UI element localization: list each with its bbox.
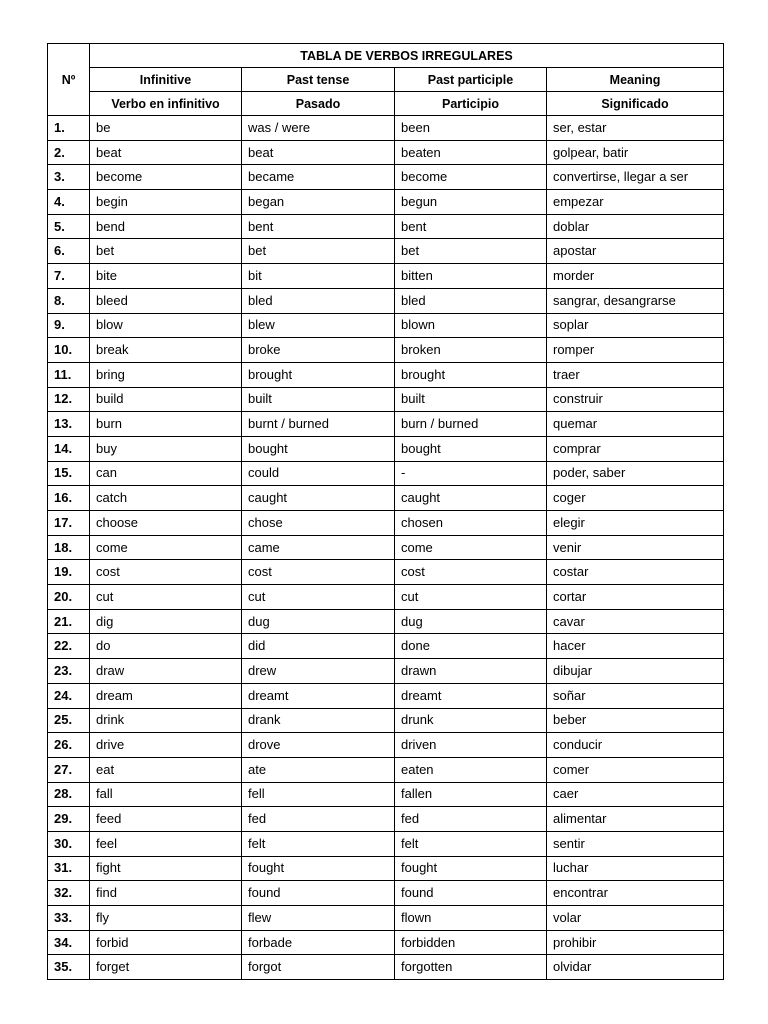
meaning-cell: comer bbox=[547, 757, 724, 782]
meaning-cell: doblar bbox=[547, 214, 724, 239]
header-verbo-en-infinitivo: Verbo en infinitivo bbox=[90, 92, 242, 116]
row-number: 27. bbox=[48, 757, 90, 782]
table-row bbox=[48, 338, 724, 363]
table-row bbox=[48, 239, 724, 264]
infinitive-cell: feel bbox=[90, 831, 242, 856]
table-row bbox=[48, 683, 724, 708]
past-participle-cell: become bbox=[395, 165, 547, 190]
past-participle-cell: begun bbox=[395, 190, 547, 215]
past-participle-cell: dreamt bbox=[395, 683, 547, 708]
table-row bbox=[48, 659, 724, 684]
infinitive-cell: bite bbox=[90, 264, 242, 289]
table-row bbox=[48, 955, 724, 980]
meaning-cell: golpear, batir bbox=[547, 140, 724, 165]
infinitive-cell: fall bbox=[90, 782, 242, 807]
table-row bbox=[48, 436, 724, 461]
row-number: 28. bbox=[48, 782, 90, 807]
infinitive-cell: drive bbox=[90, 733, 242, 758]
infinitive-cell: dig bbox=[90, 609, 242, 634]
infinitive-cell: can bbox=[90, 461, 242, 486]
row-number: 23. bbox=[48, 659, 90, 684]
table-row bbox=[48, 906, 724, 931]
row-number: 22. bbox=[48, 634, 90, 659]
table-row bbox=[48, 116, 724, 141]
past-tense-cell: bent bbox=[242, 214, 395, 239]
past-participle-cell: beaten bbox=[395, 140, 547, 165]
past-tense-cell: blew bbox=[242, 313, 395, 338]
row-number: 16. bbox=[48, 486, 90, 511]
row-number: 19. bbox=[48, 560, 90, 585]
infinitive-cell: feed bbox=[90, 807, 242, 832]
table-row bbox=[48, 313, 724, 338]
past-participle-cell: eaten bbox=[395, 757, 547, 782]
meaning-cell: luchar bbox=[547, 856, 724, 881]
infinitive-cell: choose bbox=[90, 511, 242, 536]
table-row bbox=[48, 288, 724, 313]
past-tense-cell: burnt / burned bbox=[242, 412, 395, 437]
past-participle-cell: cost bbox=[395, 560, 547, 585]
table-row bbox=[48, 486, 724, 511]
past-tense-cell: drove bbox=[242, 733, 395, 758]
row-number: 30. bbox=[48, 831, 90, 856]
table-row bbox=[48, 511, 724, 536]
table-row bbox=[48, 708, 724, 733]
past-participle-cell: fought bbox=[395, 856, 547, 881]
header-pasado: Pasado bbox=[242, 92, 395, 116]
infinitive-cell: draw bbox=[90, 659, 242, 684]
meaning-cell: conducir bbox=[547, 733, 724, 758]
row-number: 7. bbox=[48, 264, 90, 289]
infinitive-cell: come bbox=[90, 535, 242, 560]
meaning-cell: poder, saber bbox=[547, 461, 724, 486]
row-number: 13. bbox=[48, 412, 90, 437]
table-row bbox=[48, 412, 724, 437]
past-tense-cell: caught bbox=[242, 486, 395, 511]
row-number: 20. bbox=[48, 585, 90, 610]
past-participle-cell: brought bbox=[395, 362, 547, 387]
infinitive-cell: find bbox=[90, 881, 242, 906]
infinitive-cell: burn bbox=[90, 412, 242, 437]
past-tense-cell: fed bbox=[242, 807, 395, 832]
table-row bbox=[48, 165, 724, 190]
row-number: 2. bbox=[48, 140, 90, 165]
past-tense-cell: came bbox=[242, 535, 395, 560]
past-participle-cell: caught bbox=[395, 486, 547, 511]
past-participle-cell: drawn bbox=[395, 659, 547, 684]
infinitive-cell: become bbox=[90, 165, 242, 190]
row-number: 14. bbox=[48, 436, 90, 461]
past-tense-cell: dreamt bbox=[242, 683, 395, 708]
table-row bbox=[48, 757, 724, 782]
past-tense-cell: became bbox=[242, 165, 395, 190]
table-row bbox=[48, 634, 724, 659]
past-tense-cell: found bbox=[242, 881, 395, 906]
meaning-cell: volar bbox=[547, 906, 724, 931]
past-tense-cell: forbade bbox=[242, 930, 395, 955]
past-participle-cell: felt bbox=[395, 831, 547, 856]
past-tense-cell: cut bbox=[242, 585, 395, 610]
row-number: 24. bbox=[48, 683, 90, 708]
meaning-cell: ser, estar bbox=[547, 116, 724, 141]
table-row bbox=[48, 140, 724, 165]
infinitive-cell: forget bbox=[90, 955, 242, 980]
number-column-header: Nº bbox=[48, 44, 90, 116]
past-tense-cell: flew bbox=[242, 906, 395, 931]
row-number: 17. bbox=[48, 511, 90, 536]
past-participle-cell: flown bbox=[395, 906, 547, 931]
past-participle-cell: blown bbox=[395, 313, 547, 338]
header-significado: Significado bbox=[547, 92, 724, 116]
meaning-cell: romper bbox=[547, 338, 724, 363]
meaning-cell: soplar bbox=[547, 313, 724, 338]
infinitive-cell: blow bbox=[90, 313, 242, 338]
table-row bbox=[48, 560, 724, 585]
past-participle-cell: cut bbox=[395, 585, 547, 610]
meaning-cell: olvidar bbox=[547, 955, 724, 980]
row-number: 32. bbox=[48, 881, 90, 906]
row-number: 18. bbox=[48, 535, 90, 560]
table-row bbox=[48, 807, 724, 832]
row-number: 12. bbox=[48, 387, 90, 412]
past-tense-cell: cost bbox=[242, 560, 395, 585]
table-row bbox=[48, 461, 724, 486]
past-participle-cell: bled bbox=[395, 288, 547, 313]
past-tense-cell: built bbox=[242, 387, 395, 412]
row-number: 29. bbox=[48, 807, 90, 832]
past-participle-cell: fed bbox=[395, 807, 547, 832]
meaning-cell: alimentar bbox=[547, 807, 724, 832]
table-header bbox=[48, 44, 724, 116]
meaning-cell: construir bbox=[547, 387, 724, 412]
header-infinitive: Infinitive bbox=[90, 68, 242, 92]
past-participle-cell: dug bbox=[395, 609, 547, 634]
meaning-cell: soñar bbox=[547, 683, 724, 708]
meaning-cell: cortar bbox=[547, 585, 724, 610]
meaning-cell: encontrar bbox=[547, 881, 724, 906]
past-tense-cell: fought bbox=[242, 856, 395, 881]
title-row bbox=[48, 44, 724, 68]
meaning-cell: costar bbox=[547, 560, 724, 585]
header-participio: Participio bbox=[395, 92, 547, 116]
row-number: 8. bbox=[48, 288, 90, 313]
meaning-cell: morder bbox=[547, 264, 724, 289]
table-row bbox=[48, 782, 724, 807]
past-participle-cell: chosen bbox=[395, 511, 547, 536]
table-row bbox=[48, 387, 724, 412]
table-row bbox=[48, 930, 724, 955]
past-participle-cell: come bbox=[395, 535, 547, 560]
row-number: 6. bbox=[48, 239, 90, 264]
past-participle-cell: been bbox=[395, 116, 547, 141]
past-tense-cell: chose bbox=[242, 511, 395, 536]
past-tense-cell: did bbox=[242, 634, 395, 659]
table-row bbox=[48, 856, 724, 881]
meaning-cell: caer bbox=[547, 782, 724, 807]
past-tense-cell: drew bbox=[242, 659, 395, 684]
row-number: 1. bbox=[48, 116, 90, 141]
spanish-header-row bbox=[48, 92, 724, 116]
past-tense-cell: bled bbox=[242, 288, 395, 313]
meaning-cell: elegir bbox=[547, 511, 724, 536]
row-number: 11. bbox=[48, 362, 90, 387]
past-tense-cell: ate bbox=[242, 757, 395, 782]
irregular-verbs-table bbox=[47, 43, 724, 980]
infinitive-cell: fight bbox=[90, 856, 242, 881]
past-tense-cell: dug bbox=[242, 609, 395, 634]
infinitive-cell: forbid bbox=[90, 930, 242, 955]
table-row bbox=[48, 609, 724, 634]
past-tense-cell: could bbox=[242, 461, 395, 486]
infinitive-cell: build bbox=[90, 387, 242, 412]
infinitive-cell: begin bbox=[90, 190, 242, 215]
past-tense-cell: felt bbox=[242, 831, 395, 856]
table-row bbox=[48, 881, 724, 906]
infinitive-cell: break bbox=[90, 338, 242, 363]
table-row bbox=[48, 733, 724, 758]
past-participle-cell: done bbox=[395, 634, 547, 659]
infinitive-cell: drink bbox=[90, 708, 242, 733]
meaning-cell: hacer bbox=[547, 634, 724, 659]
past-participle-cell: found bbox=[395, 881, 547, 906]
meaning-cell: prohibir bbox=[547, 930, 724, 955]
past-participle-cell: broken bbox=[395, 338, 547, 363]
past-tense-cell: began bbox=[242, 190, 395, 215]
past-participle-cell: forgotten bbox=[395, 955, 547, 980]
infinitive-cell: bet bbox=[90, 239, 242, 264]
past-participle-cell: drunk bbox=[395, 708, 547, 733]
past-participle-cell: - bbox=[395, 461, 547, 486]
row-number: 4. bbox=[48, 190, 90, 215]
row-number: 3. bbox=[48, 165, 90, 190]
row-number: 33. bbox=[48, 906, 90, 931]
infinitive-cell: do bbox=[90, 634, 242, 659]
row-number: 10. bbox=[48, 338, 90, 363]
table-body bbox=[48, 116, 724, 980]
past-tense-cell: was / were bbox=[242, 116, 395, 141]
row-number: 35. bbox=[48, 955, 90, 980]
meaning-cell: coger bbox=[547, 486, 724, 511]
infinitive-cell: bring bbox=[90, 362, 242, 387]
infinitive-cell: beat bbox=[90, 140, 242, 165]
meaning-cell: beber bbox=[547, 708, 724, 733]
past-participle-cell: built bbox=[395, 387, 547, 412]
table-row bbox=[48, 264, 724, 289]
infinitive-cell: bleed bbox=[90, 288, 242, 313]
english-header-row bbox=[48, 68, 724, 92]
past-participle-cell: driven bbox=[395, 733, 547, 758]
meaning-cell: venir bbox=[547, 535, 724, 560]
infinitive-cell: eat bbox=[90, 757, 242, 782]
infinitive-cell: cost bbox=[90, 560, 242, 585]
infinitive-cell: catch bbox=[90, 486, 242, 511]
meaning-cell: apostar bbox=[547, 239, 724, 264]
infinitive-cell: buy bbox=[90, 436, 242, 461]
row-number: 21. bbox=[48, 609, 90, 634]
meaning-cell: empezar bbox=[547, 190, 724, 215]
header-past-participle: Past participle bbox=[395, 68, 547, 92]
meaning-cell: traer bbox=[547, 362, 724, 387]
past-tense-cell: bit bbox=[242, 264, 395, 289]
infinitive-cell: be bbox=[90, 116, 242, 141]
infinitive-cell: cut bbox=[90, 585, 242, 610]
header-meaning: Meaning bbox=[547, 68, 724, 92]
past-tense-cell: fell bbox=[242, 782, 395, 807]
table-row bbox=[48, 190, 724, 215]
header-past-tense: Past tense bbox=[242, 68, 395, 92]
past-tense-cell: bought bbox=[242, 436, 395, 461]
meaning-cell: cavar bbox=[547, 609, 724, 634]
past-tense-cell: beat bbox=[242, 140, 395, 165]
past-tense-cell: drank bbox=[242, 708, 395, 733]
meaning-cell: comprar bbox=[547, 436, 724, 461]
past-participle-cell: bet bbox=[395, 239, 547, 264]
row-number: 31. bbox=[48, 856, 90, 881]
table-row bbox=[48, 214, 724, 239]
past-participle-cell: burn / burned bbox=[395, 412, 547, 437]
infinitive-cell: bend bbox=[90, 214, 242, 239]
row-number: 5. bbox=[48, 214, 90, 239]
row-number: 15. bbox=[48, 461, 90, 486]
past-participle-cell: bent bbox=[395, 214, 547, 239]
infinitive-cell: dream bbox=[90, 683, 242, 708]
table-row bbox=[48, 585, 724, 610]
table-row bbox=[48, 535, 724, 560]
past-participle-cell: forbidden bbox=[395, 930, 547, 955]
meaning-cell: dibujar bbox=[547, 659, 724, 684]
past-tense-cell: broke bbox=[242, 338, 395, 363]
meaning-cell: sentir bbox=[547, 831, 724, 856]
table-title: TABLA DE VERBOS IRREGULARES bbox=[90, 44, 724, 68]
past-tense-cell: forgot bbox=[242, 955, 395, 980]
past-participle-cell: bought bbox=[395, 436, 547, 461]
meaning-cell: sangrar, desangrarse bbox=[547, 288, 724, 313]
table-row bbox=[48, 831, 724, 856]
meaning-cell: convertirse, llegar a ser bbox=[547, 165, 724, 190]
row-number: 25. bbox=[48, 708, 90, 733]
row-number: 26. bbox=[48, 733, 90, 758]
row-number: 34. bbox=[48, 930, 90, 955]
past-tense-cell: bet bbox=[242, 239, 395, 264]
past-tense-cell: brought bbox=[242, 362, 395, 387]
table-row bbox=[48, 362, 724, 387]
past-participle-cell: bitten bbox=[395, 264, 547, 289]
infinitive-cell: fly bbox=[90, 906, 242, 931]
past-participle-cell: fallen bbox=[395, 782, 547, 807]
meaning-cell: quemar bbox=[547, 412, 724, 437]
row-number: 9. bbox=[48, 313, 90, 338]
